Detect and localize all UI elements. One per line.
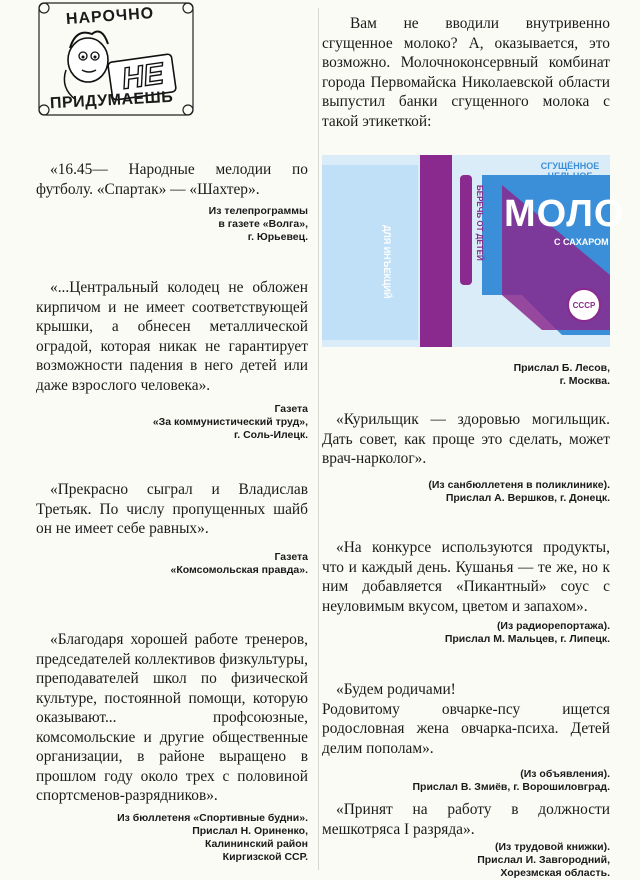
clipping-quote: «Прекрасно сыграл и Владислав Третьяк. По числу пропущенных шайб он не имеет себе равных».: [36, 481, 308, 537]
label-source: Прислал Б. Лесов, г. Москва.: [513, 362, 610, 387]
clipping-4: [36, 630, 308, 864]
clipping-source: Газета «Комсомольская правда».: [170, 550, 308, 576]
clipping-quote: «Благодаря хорошей работе тренеров, председателей коллективов физкультуры, преподавателей школ по физической культуре, постоянной помощи, которую оказывают... профсоюзные, комсомольские и другие общественные организации, в районе выращено в прошлом году около трех с половиной спортсменов-разрядников».: [36, 631, 308, 804]
clipping-source: (Из радиорепортажа). Прислал М. Мальцев, г. Липецк.: [444, 620, 610, 645]
intro-paragraph: [322, 14, 610, 131]
clipping-2: [36, 278, 308, 442]
label-purple-text: ДЛЯ ИНЪЕКЦИЙ: [382, 225, 392, 299]
clipping-6: [322, 538, 610, 646]
clipping-quote: «Принят на работу в должности мешкотряса I разряда».: [322, 801, 610, 838]
intro-text: Вам не вводили внутривенно сгущенное молоко? А, оказывается, это возможно. Молочноконсервный комбинат города Первомайска Николаевской области выпустил банки сгущенного молока с такой этикеткой:: [322, 15, 610, 130]
clipping-quote: «Будем родичами! Родовитому овчарке-псу ищется родословная жена овчарка-психа. Детей делим пополам».: [322, 681, 610, 757]
clipping-source: Газета «За коммунистический труд», г. Соль-Илецк.: [152, 403, 308, 441]
clipping-5: [322, 410, 610, 505]
label-brand-text: МОЛО: [504, 193, 625, 235]
clipping-1: [36, 160, 308, 244]
clipping-quote: «Курильщик — здоровью могильщик. Дать совет, как проще это сделать, может врач-нарколог».: [322, 411, 610, 467]
label-side-text: БЕРЕЧЬ ОТ ДЕТЕЙ: [475, 185, 484, 261]
logo-top-text: НАРОЧНО: [65, 4, 155, 29]
clipping-source: (Из объявления). Прислал В. Змиёв, г. Ворошиловград.: [412, 768, 610, 793]
clipping-quote: «16.45— Народные мелодии по футболу. «Спартак» — «Шахтер».: [36, 161, 308, 198]
label-credit: [322, 362, 610, 388]
label-emblem-text: СССР: [572, 301, 596, 310]
clipping-7: [322, 680, 610, 794]
label-sugar-text: С САХАРОМ: [554, 237, 609, 247]
clipping-3: [36, 480, 308, 577]
left-column: [36, 0, 308, 873]
milk-can-label-image: [322, 155, 625, 347]
clipping-source: (Из трудовой книжки). Прислал И. Завгородний, Хорезмская область.: [477, 841, 610, 879]
clipping-quote: «На конкурсе используются продукты, что и каждый день. Кушанья — те же, но к ним добавляется «Пикантный» соус с неуловимым вкусом, цветом и запахом».: [322, 539, 610, 615]
column-divider: [318, 8, 319, 870]
clipping-source: (Из санбюллетеня в поликлинике). Прислал А. Вершков, г. Донецк.: [428, 478, 610, 504]
clipping-source: Из бюллетеня «Спортивные будни». Прислал Н. Ориненко, Калининский район Киргизской ССР.: [117, 811, 308, 863]
clipping-source: Из телепрограммы в газете «Волга», г. Юрьевец.: [208, 205, 308, 243]
clipping-quote: «...Центральный колодец не обложен кирпичом и не имеет соответствующей крышки, а обнесен металлической оградой, которая никак не гарантирует возможности падения в него детей или даже взрослого человека».: [36, 279, 308, 394]
clipping-8: [322, 800, 610, 880]
logo-bottom-text: ПРИДУМАЕШЬ: [49, 88, 174, 113]
logo-middle-text: НЕ: [119, 57, 166, 96]
right-column: [322, 0, 610, 879]
label-graphic: [322, 155, 610, 347]
label-top-text: СГУЩЁННОЕ ЦЕЛЬНОЕ: [540, 161, 600, 181]
